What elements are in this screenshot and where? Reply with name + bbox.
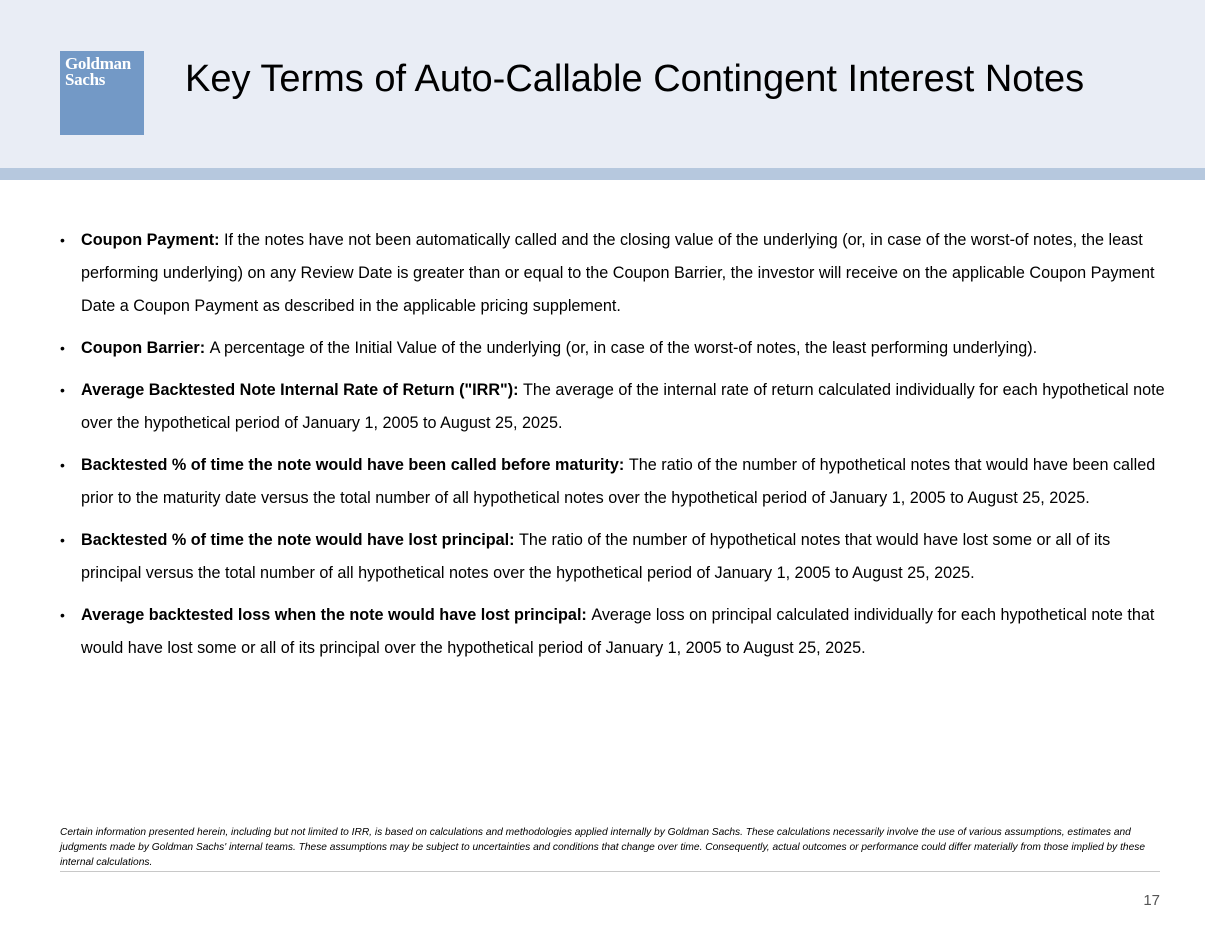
- term-definition: Average loss on principal calculated individually for each hypothetical note that would have lost some or all of its principal over the hypothetical period of January 1, 2005 to August 25, 2025.: [81, 606, 1155, 657]
- logo-line-2: Sachs: [65, 70, 106, 89]
- bullet-icon: •: [60, 607, 65, 623]
- term-average-irr: [60, 374, 1165, 440]
- term-label: Backtested % of time the note would have lost principal:: [81, 531, 520, 549]
- bullet-icon: •: [60, 382, 65, 398]
- footer-divider: [60, 871, 1160, 872]
- term-label: Coupon Barrier:: [81, 339, 210, 357]
- term-coupon-barrier: [60, 332, 1165, 365]
- disclaimer-text: Certain information presented herein, including but not limited to IRR, is based on calculations and methodologies applied internally by Goldman Sachs. These calculations necessarily involve the use of various assumptions, estimates and judgments made by Goldman Sachs' internal teams. These assumptions may be subject to uncertainties and conditions that change over time. Consequently, actual outcomes or performance could differ materially from those implied by these internal calculations.: [60, 827, 1146, 868]
- term-label: Average Backtested Note Internal Rate of Return ("IRR"):: [81, 381, 524, 399]
- term-definition: A percentage of the Initial Value of the underlying (or, in case of the worst-of notes, the least performing underlying).: [209, 339, 1038, 357]
- term-pct-called: [60, 449, 1165, 515]
- bullet-icon: •: [60, 232, 65, 248]
- term-coupon-payment: [60, 224, 1165, 323]
- term-average-loss: [60, 599, 1165, 665]
- key-terms-list: [60, 224, 1165, 674]
- term-definition: The average of the internal rate of return calculated individually for each hypothetical note over the hypothetical period of January 1, 2005 to August 25, 2025.: [81, 381, 1165, 432]
- term-label: Backtested % of time the note would have been called before maturity:: [81, 456, 629, 474]
- term-definition: The ratio of the number of hypothetical notes that would have lost some or all of its principal versus the total number of all hypothetical notes over the hypothetical period of January 1, 2005 to August 25, 2025.: [81, 531, 1111, 582]
- bullet-icon: •: [60, 457, 65, 473]
- term-definition: If the notes have not been automatically called and the closing value of the underlying (or, in case of the worst-of notes, the least performing underlying) on any Review Date is greater than or equal to the Coupon Barrier, the investor will receive on the applicable Coupon Payment Date a Coupon Payment as described in the applicable pricing supplement.: [81, 231, 1155, 315]
- term-definition: The ratio of the number of hypothetical notes that would have been called prior to the maturity date versus the total number of all hypothetical notes over the hypothetical period of January 1, 2005 to August 25, 2025.: [81, 456, 1156, 507]
- page-number: 17: [1143, 892, 1160, 909]
- header-divider: [0, 168, 1205, 180]
- term-label: Coupon Payment:: [81, 231, 224, 249]
- logo-line-1: Goldman: [65, 54, 131, 73]
- bullet-icon: •: [60, 340, 65, 356]
- term-pct-lost-principal: [60, 524, 1165, 590]
- bullet-icon: •: [60, 532, 65, 548]
- term-label: Average backtested loss when the note would have lost principal:: [81, 606, 592, 624]
- slide-title: Key Terms of Auto-Callable Contingent Interest Notes: [185, 58, 1085, 100]
- goldman-sachs-logo: [60, 51, 144, 135]
